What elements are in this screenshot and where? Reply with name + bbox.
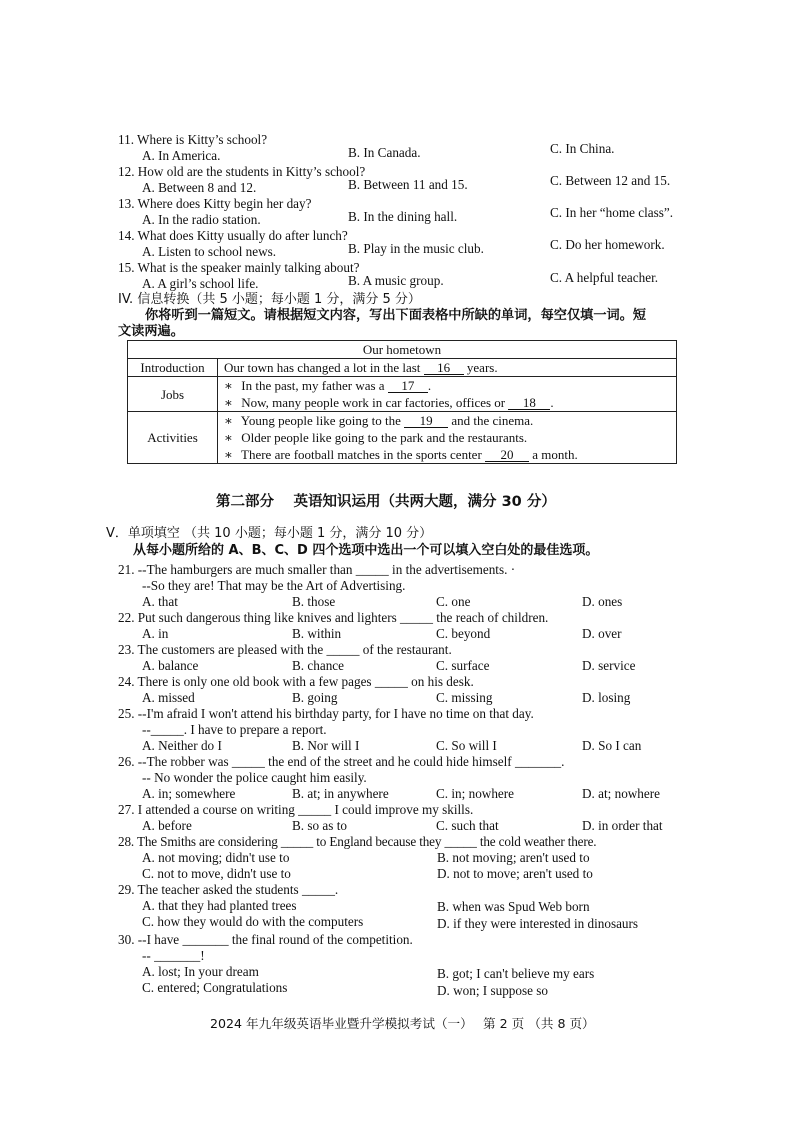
option-b: B. within xyxy=(292,626,342,641)
act-1-text: Young people like going to the xyxy=(240,413,401,428)
act-3-text: There are football matches in the sports center xyxy=(241,447,482,462)
bullet: ∗ xyxy=(224,395,233,410)
section-4-heading: IV. 信息转换（共 5 小题；每小题 1 分，满分 5 分） xyxy=(118,292,421,307)
option-11-a: A. In America. xyxy=(142,148,221,163)
option-13-a: A. In the radio station. xyxy=(142,212,261,227)
blank-16: 16 xyxy=(424,361,464,375)
page-footer: 2024 年九年级英语毕业暨升学模拟考试（一） 第 2 页 （共 8 页） xyxy=(210,1016,595,1031)
bullet: ∗ xyxy=(224,447,233,462)
jobs-cell xyxy=(218,377,677,412)
option-b: B. Nor will I xyxy=(292,738,360,753)
option-b: B. those xyxy=(292,594,336,609)
jobs-1-text: In the past, my father was a xyxy=(241,378,385,393)
jobs-2-post: . xyxy=(550,395,554,410)
question-stem-line2: --So they are! That may be the Art of Advertising. xyxy=(142,578,406,593)
question-stem: 22. Put such dangerous thing like knives and lighters _____ the reach of children. xyxy=(118,610,549,625)
option-a: A. that they had planted trees xyxy=(142,898,297,913)
question-stem: 27. I attended a course on writing _____ I could improve my skills. xyxy=(118,802,474,817)
option-14-a: A. Listen to school news. xyxy=(142,244,277,259)
question-stem: 30. --I have _______ the final round of the competition. xyxy=(118,932,413,947)
act-2-text: Older people like going to the park and the restaurants. xyxy=(241,430,528,445)
bullet: ∗ xyxy=(224,413,233,428)
blank-17: 17 xyxy=(388,379,428,393)
option-a: A. that xyxy=(142,594,178,609)
option-a: A. Neither do I xyxy=(142,738,222,753)
option-15-b: B. A music group. xyxy=(348,273,444,288)
option-b: B. at; in anywhere xyxy=(292,786,389,801)
jobs-2-text: Now, many people work in car factories, offices or xyxy=(241,395,506,410)
question-stem-line2: -- _______! xyxy=(142,948,205,963)
option-d: D. losing xyxy=(582,690,631,705)
option-14-c: C. Do her homework. xyxy=(550,237,665,252)
jobs-1-post: . xyxy=(427,378,432,393)
option-13-b: B. In the dining hall. xyxy=(348,209,458,224)
option-d: D. So I can xyxy=(582,738,642,753)
question-stem: 21. --The hamburgers are much smaller than _____ in the advertisements. · xyxy=(118,562,516,577)
option-c: C. how they would do with the computers xyxy=(142,914,364,929)
option-c: C. beyond xyxy=(436,626,491,641)
bullet: ∗ xyxy=(224,378,233,393)
option-d: D. over xyxy=(582,626,622,641)
question-stem: 29. The teacher asked the students _____. xyxy=(118,882,339,897)
option-12-c: C. Between 12 and 15. xyxy=(550,173,671,188)
question-stem-line2: -- No wonder the police caught him easily. xyxy=(142,770,367,785)
jobs-label: Jobs xyxy=(128,377,218,412)
intro-text-post: years. xyxy=(466,360,498,375)
option-c: C. such that xyxy=(436,818,499,833)
jobs-line-1 xyxy=(224,377,670,394)
option-13-c: C. In her “home class”. xyxy=(550,205,674,220)
section-4-instruction-line1: 你将听到一篇短文。请根据短文内容，写出下面表格中所缺的单词，每空仅填一词。短 xyxy=(145,308,647,323)
option-d: D. won; I suppose so xyxy=(437,983,548,998)
option-a: A. not moving; didn't use to xyxy=(142,850,290,865)
question-11: 11. Where is Kitty’s school? xyxy=(118,132,268,147)
blank-18: 18 xyxy=(508,396,550,410)
question-stem-line2: --_____. I have to prepare a report. xyxy=(142,722,327,737)
option-15-a: A. A girl’s school life. xyxy=(142,276,259,291)
option-b: B. so as to xyxy=(292,818,347,833)
activities-line-2 xyxy=(224,429,670,446)
intro-text-pre: Our town has changed a lot in the last xyxy=(224,360,421,375)
option-11-c: C. In China. xyxy=(550,141,615,156)
option-a: A. balance xyxy=(142,658,199,673)
bullet: ∗ xyxy=(224,430,233,445)
option-14-b: B. Play in the music club. xyxy=(348,241,484,256)
option-c: C. surface xyxy=(436,658,490,673)
question-15: 15. What is the speaker mainly talking about? xyxy=(118,260,360,275)
option-b: B. not moving; aren't used to xyxy=(437,850,590,865)
option-a: A. in; somewhere xyxy=(142,786,236,801)
activities-line-1 xyxy=(224,412,670,429)
option-a: A. before xyxy=(142,818,192,833)
option-11-b: B. In Canada. xyxy=(348,145,421,160)
jobs-line-2 xyxy=(224,394,670,411)
option-12-a: A. Between 8 and 12. xyxy=(142,180,257,195)
intro-cell xyxy=(218,359,677,377)
activities-label: Activities xyxy=(128,412,218,464)
activities-cell xyxy=(218,412,677,464)
section-5-instruction: 从每小题所给的 A、B、C、D 四个选项中选出一个可以填入空白处的最佳选项。 xyxy=(133,543,599,558)
option-a: A. lost; In your dream xyxy=(142,964,259,979)
table-title: Our hometown xyxy=(128,341,677,359)
option-d: D. if they were interested in dinosaurs xyxy=(437,916,639,931)
question-stem: 24. There is only one old book with a few pages _____ on his desk. xyxy=(118,674,474,689)
section-4-instruction-line2: 文读两遍。 xyxy=(118,324,184,339)
act-3-post: a month. xyxy=(532,447,578,462)
option-d: D. in order that xyxy=(582,818,663,833)
question-stem: 26. --The robber was _____ the end of the street and he could hide himself _______. xyxy=(118,754,565,769)
option-d: D. at; nowhere xyxy=(582,786,660,801)
option-c: C. entered; Congratulations xyxy=(142,980,288,995)
question-12: 12. How old are the students in Kitty’s school? xyxy=(118,164,366,179)
option-b: B. chance xyxy=(292,658,344,673)
option-b: B. going xyxy=(292,690,338,705)
section-5-heading: V．单项填空 （共 10 小题；每小题 1 分，满分 10 分） xyxy=(106,526,433,541)
option-d: D. ones xyxy=(582,594,623,609)
part-2-heading: 第二部分 英语知识运用（共两大题，满分 30 分） xyxy=(216,494,556,510)
question-stem: 23. The customers are pleased with the _____ of the restaurant. xyxy=(118,642,452,657)
act-1-post: and the cinema. xyxy=(451,413,534,428)
intro-label: Introduction xyxy=(128,359,218,377)
question-stem: 28. The Smiths are considering _____ to England because they _____ the cold weather there. xyxy=(118,834,597,849)
question-13: 13. Where does Kitty begin her day? xyxy=(118,196,312,211)
option-c: C. not to move, didn't use to xyxy=(142,866,291,881)
option-a: A. missed xyxy=(142,690,195,705)
option-b: B. got; I can't believe my ears xyxy=(437,966,595,981)
question-stem: 25. --I'm afraid I won't attend his birthday party, for I have no time on that day. xyxy=(118,706,534,721)
option-a: A. in xyxy=(142,626,169,641)
activities-line-3 xyxy=(224,446,670,463)
option-15-c: C. A helpful teacher. xyxy=(550,270,659,285)
blank-20: 20 xyxy=(485,448,529,462)
option-12-b: B. Between 11 and 15. xyxy=(348,177,468,192)
option-c: C. So will I xyxy=(436,738,497,753)
blank-19: 19 xyxy=(404,414,448,428)
hometown-table xyxy=(127,340,677,464)
option-c: C. missing xyxy=(436,690,493,705)
option-c: C. one xyxy=(436,594,471,609)
option-b: B. when was Spud Web born xyxy=(437,899,590,914)
option-d: D. not to move; aren't used to xyxy=(437,866,593,881)
question-14: 14. What does Kitty usually do after lunch? xyxy=(118,228,348,243)
option-d: D. service xyxy=(582,658,636,673)
option-c: C. in; nowhere xyxy=(436,786,515,801)
